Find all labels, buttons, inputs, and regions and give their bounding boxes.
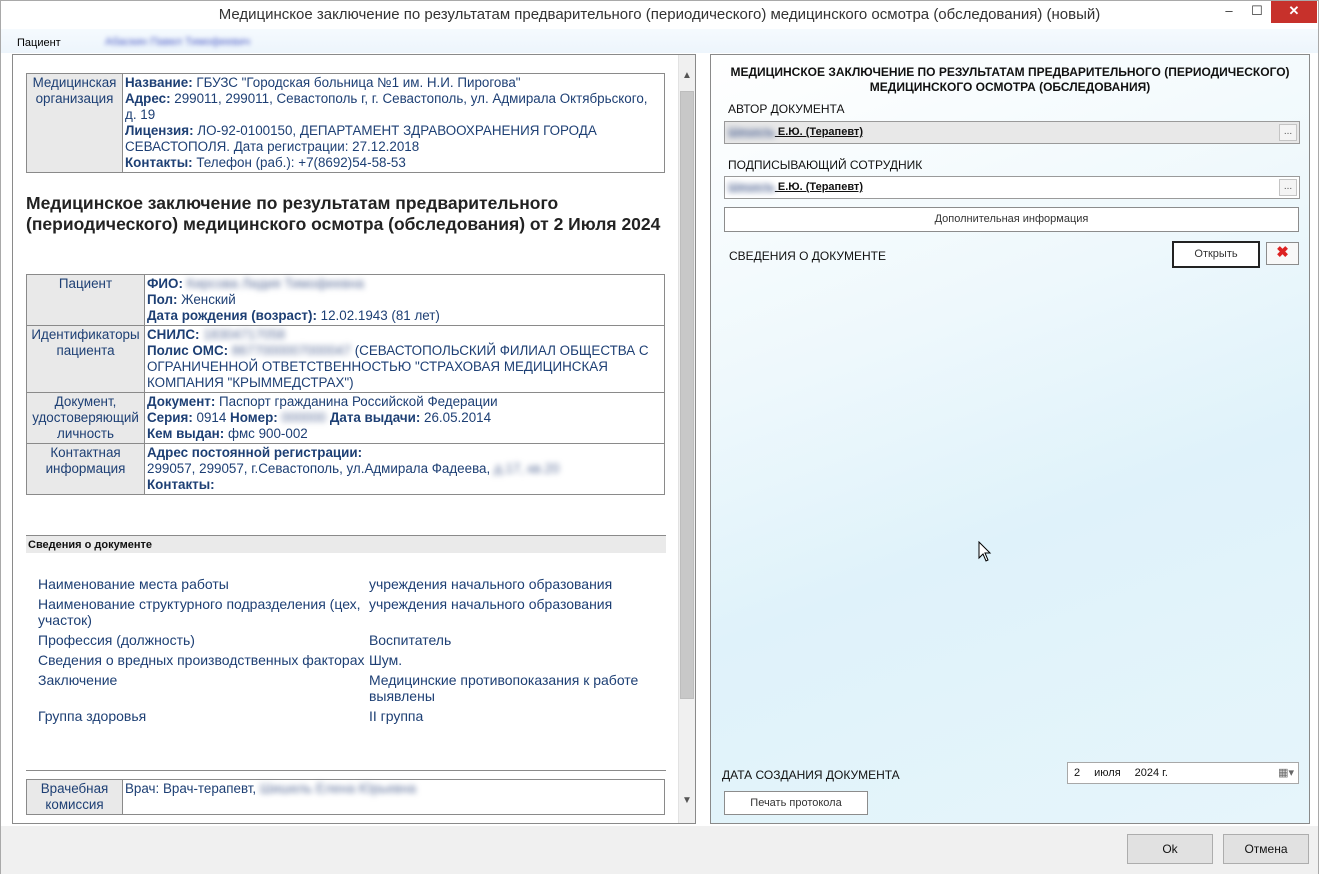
org-label: Медицинская организация xyxy=(27,74,123,173)
author-surname: Шишель xyxy=(728,126,775,138)
series-key: Серия: xyxy=(147,410,193,425)
form-title: МЕДИЦИНСКОЕ ЗАКЛЮЧЕНИЕ ПО РЕЗУЛЬТАТАМ ПРЕДВАРИТЕЛЬНОГО (ПЕРИОДИЧЕСКОГО) МЕДИЦИНСКОГО ОСМОТРА (ОБСЛЕДОВАНИЯ) xyxy=(730,65,1290,94)
org-table xyxy=(26,73,665,173)
title-bar xyxy=(1,1,1318,29)
list-item xyxy=(38,596,658,628)
doc-info-key: Сведения о вредных производственных факторах xyxy=(38,652,365,668)
delete-icon[interactable]: ✖ xyxy=(1266,242,1299,265)
commission-details xyxy=(123,780,665,815)
org-contacts-value: Телефон (раб.): +7(8692)54-58-53 xyxy=(192,155,406,170)
extra-info-button[interactable]: Дополнительная информация xyxy=(724,207,1299,232)
issue-date-key: Дата выдачи: xyxy=(326,410,421,425)
window-title: Медицинское заключение по результатам предварительного (периодического) медицинского осмотра (обследования) (новый) xyxy=(218,6,1101,23)
signer-surname: Шишель xyxy=(728,181,775,193)
doc-info-value: Воспитатель xyxy=(368,632,452,648)
doc-info-key: Группа здоровья xyxy=(38,708,147,724)
oms-number: 8677000007000047 xyxy=(228,343,351,358)
org-license-key: Лицензия: xyxy=(125,123,194,138)
patient-label: Пациент xyxy=(17,37,61,49)
snils-key: СНИЛС: xyxy=(147,327,200,342)
patient-label-cell: Пациент xyxy=(27,275,145,326)
date-day[interactable]: 2 xyxy=(1074,767,1081,779)
doc-info-key: Заключение xyxy=(38,672,118,688)
close-button[interactable]: ✕ xyxy=(1271,1,1317,23)
document-heading: Медицинское заключение по результатам предварительного (периодического) медицинского осмотра (обследования) от 2 Июля 2024 xyxy=(26,193,661,234)
open-button[interactable]: Открыть xyxy=(1172,241,1260,268)
sex-key: Пол: xyxy=(147,292,178,307)
author-label: АВТОР ДОКУМЕНТА xyxy=(728,102,845,116)
ids-details xyxy=(145,326,665,393)
org-name-key: Название: xyxy=(125,75,193,90)
issued-by-value: фмс 900-002 xyxy=(224,426,308,441)
patient-bar xyxy=(1,29,1318,53)
list-item xyxy=(38,652,658,668)
ok-button[interactable]: Ok xyxy=(1127,834,1213,864)
mouse-cursor-icon xyxy=(978,541,992,563)
minimize-button[interactable]: – xyxy=(1225,3,1233,18)
number-key: Номер: xyxy=(230,410,278,425)
signer-value: Е.Ю. (Терапевт) xyxy=(774,181,863,193)
patient-details xyxy=(145,275,665,326)
org-address-value: 299011, 299011, Севастополь г, г. Севастополь, ул. Адмирала Октябрьского, д. 19 xyxy=(125,91,648,122)
list-item xyxy=(38,632,658,648)
scroll-thumb[interactable] xyxy=(680,91,694,699)
doc-info-list xyxy=(38,576,658,728)
contact-label-cell: Контактная информация xyxy=(27,444,145,495)
doc-info-value: Шум. xyxy=(368,652,403,668)
issue-date-value: 26.05.2014 xyxy=(420,410,492,425)
dob-key: Дата рождения (возраст): xyxy=(147,308,317,323)
author-value: Е.Ю. (Терапевт) xyxy=(774,126,863,138)
form-panel xyxy=(710,54,1310,824)
signer-field[interactable] xyxy=(724,176,1300,199)
calendar-icon[interactable]: ▦▾ xyxy=(1278,767,1294,779)
org-contacts-key: Контакты: xyxy=(125,155,193,170)
issued-by-key: Кем выдан: xyxy=(147,426,225,441)
number-value: 000000 xyxy=(277,410,327,425)
list-item xyxy=(38,708,658,724)
author-field[interactable] xyxy=(724,121,1300,144)
commission-label: Врачебная комиссия xyxy=(27,780,123,815)
address-key: Адрес постоянной регистрации: xyxy=(147,445,363,460)
date-label: ДАТА СОЗДАНИЯ ДОКУМЕНТА xyxy=(722,768,900,782)
divider xyxy=(26,770,666,771)
org-name-value: ГБУЗС "Городская больница №1 им. Н.И. Пирогова" xyxy=(192,75,521,90)
iddoc-details xyxy=(145,393,665,444)
cancel-button[interactable]: Отмена xyxy=(1223,834,1309,864)
commission-table xyxy=(26,779,665,815)
doc-info-value: учреждения начального образования xyxy=(368,596,613,612)
scroll-down-icon[interactable]: ▼ xyxy=(682,795,692,806)
footer-bar xyxy=(1,826,1318,874)
date-picker[interactable] xyxy=(1067,762,1299,784)
org-address-key: Адрес: xyxy=(125,91,171,106)
doc-info-value: Медицинские противопоказания к работе выявлены xyxy=(368,672,639,704)
signer-select-button[interactable]: ... xyxy=(1279,179,1297,196)
patient-table xyxy=(26,274,665,495)
maximize-button[interactable]: ☐ xyxy=(1251,3,1263,18)
patient-name-link[interactable]: Абаскин Павел Тимофеевич xyxy=(105,36,251,48)
org-details xyxy=(123,74,665,173)
date-year[interactable]: 2024 г. xyxy=(1134,767,1168,779)
commission-blurred: Шишель Елена Юрьевна xyxy=(259,781,416,796)
signer-label: ПОДПИСЫВАЮЩИЙ СОТРУДНИК xyxy=(728,158,923,172)
date-month[interactable]: июля xyxy=(1094,767,1121,779)
document-preview[interactable] xyxy=(12,54,696,824)
scroll-up-icon[interactable]: ▲ xyxy=(682,70,692,81)
doc-info-key: Профессия (должность) xyxy=(38,632,195,648)
series-value: 0914 xyxy=(192,410,231,425)
contact-details xyxy=(145,444,665,495)
doc-info-key: Наименование структурного подразделения (цех, участок) xyxy=(38,596,361,628)
section-header: Сведения о документе xyxy=(26,535,666,553)
fio-value: Кирсова Лидия Тимофеевна xyxy=(182,276,364,291)
oms-insurer: (СЕВАСТОПОЛЬСКИЙ ФИЛИАЛ ОБЩЕСТВА С ОГРАНИЧЕННОЙ ОТВЕТСТВЕННОСТЬЮ "СТРАХОВАЯ МЕДИЦИНСКАЯ КОМПАНИЯ "КРЫММЕДСТРАХ") xyxy=(147,343,649,390)
vertical-scrollbar[interactable] xyxy=(678,55,695,823)
iddoc-key: Документ: xyxy=(147,394,216,409)
org-license-value: ЛО-92-0100150, ДЕПАРТАМЕНТ ЗДРАВООХРАНЕНИЯ ГОРОДА СЕВАСТОПОЛЯ. Дата регистрации: 27.12.2018 xyxy=(125,123,597,154)
address-blurred: д.17, кв.20 xyxy=(493,461,560,476)
list-item xyxy=(38,672,658,704)
sex-value: Женский xyxy=(177,292,236,307)
fio-key: ФИО: xyxy=(147,276,183,291)
oms-key: Полис ОМС: xyxy=(147,343,229,358)
doc-info-key: Наименование места работы xyxy=(38,576,229,592)
author-select-button[interactable]: ... xyxy=(1279,124,1297,141)
list-item xyxy=(38,576,658,592)
docinfo-label: СВЕДЕНИЯ О ДОКУМЕНТЕ xyxy=(729,249,886,263)
snils-value: 18304717058 xyxy=(199,327,286,342)
ids-label-cell: Идентификаторы пациента xyxy=(27,326,145,393)
contacts-key: Контакты: xyxy=(147,477,215,492)
doc-info-value: учреждения начального образования xyxy=(368,576,613,592)
doc-info-value: II группа xyxy=(368,708,424,724)
dob-value: 12.02.1943 (81 лет) xyxy=(316,308,440,323)
commission-value: Врач: Врач-терапевт, xyxy=(125,781,260,796)
print-protocol-button[interactable]: Печать протокола xyxy=(724,791,868,815)
address-value: 299057, 299057, г.Севастополь, ул.Адмирала Фадеева, xyxy=(147,461,494,476)
iddoc-value: Паспорт гражданина Российской Федерации xyxy=(215,394,498,409)
iddoc-label-cell: Документ, удостоверяющий личность xyxy=(27,393,145,444)
